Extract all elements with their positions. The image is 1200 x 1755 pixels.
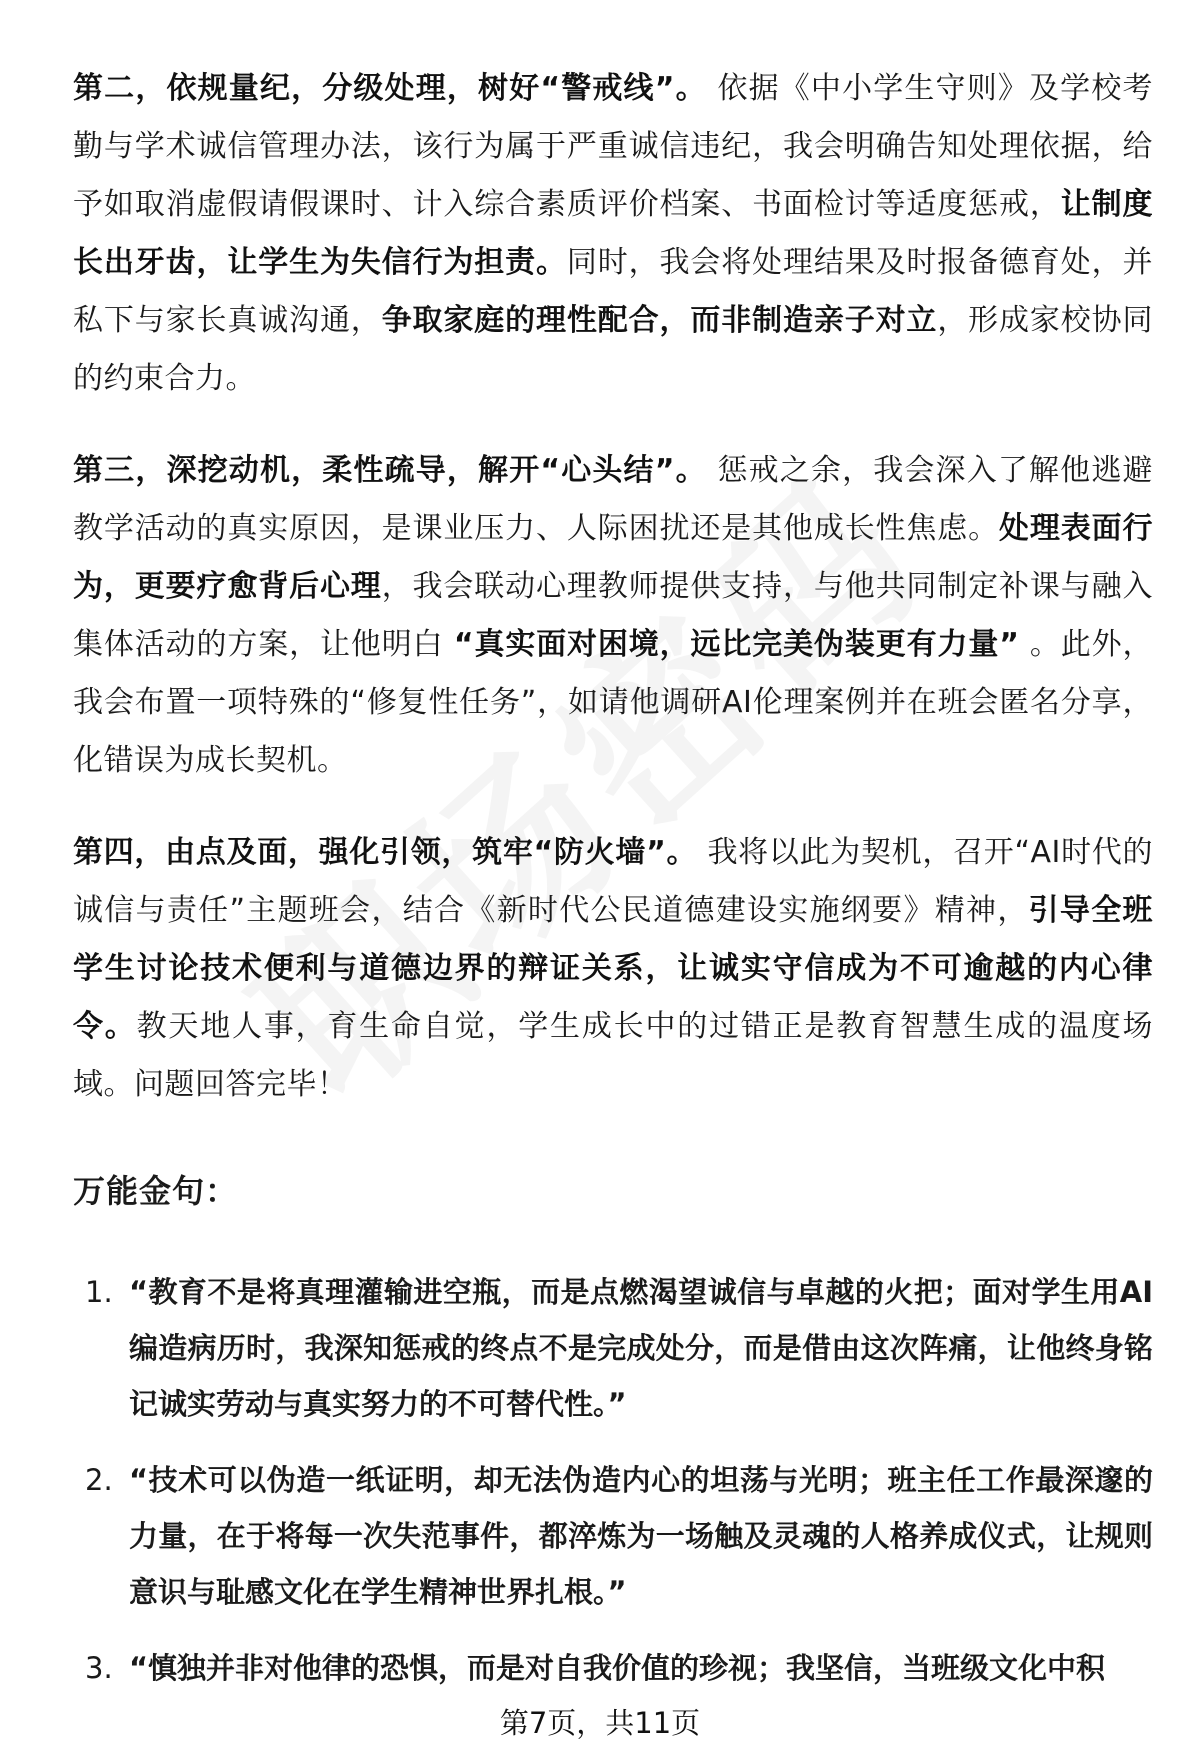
quote-text: “教育不是将真理灌输进空瓶，而是点燃渴望诚信与卓越的火把；面对学生用AI编造病历时，我深知惩戒的终点不是完成处分，而是借由这次阵痛，让他终身铭记诚实劳动与真实努力的不可替代性。” xyxy=(129,1275,1153,1421)
quote-number: 3. xyxy=(85,1651,113,1685)
quote-item xyxy=(73,1452,1153,1620)
text-run: ，我会联动心理教师提供支持，与他共同制定补课与融入集体活动的方案，让他明白 xyxy=(73,569,1154,662)
quote-text: “技术可以伪造一纸证明，却无法伪造内心的坦荡与光明；班主任工作最深邃的力量，在于将每一次失范事件，都淬炼为一场触及灵魂的人格养成仪式，让规则意识与耻感文化在学生精神世界扎根。” xyxy=(129,1463,1153,1609)
section-title: 万能金句： xyxy=(73,1172,239,1210)
text-run: ，形成家校协同的约束合力。 xyxy=(73,303,1154,396)
bold-text-run: 让制度长出牙齿，让学生为失信行为担责。 xyxy=(73,187,1154,280)
bold-text-run: 第二，依规量纪，分级处理，树好“警戒线”。 xyxy=(73,71,707,106)
quote-number: 1. xyxy=(85,1275,113,1309)
bold-text-run: 第三，深挖动机，柔性疏导，解开“心头结”。 xyxy=(73,453,707,488)
quote-number: 2. xyxy=(85,1463,113,1497)
quote-item xyxy=(73,1264,1153,1432)
bold-text-run: 第四，由点及面，强化引领，筑牢“防火墙”。 xyxy=(73,835,698,870)
bold-text-run: 争取家庭的理性配合，而非制造亲子对立 xyxy=(381,303,938,338)
page-footer: 第7页，共11页 xyxy=(0,1698,1200,1748)
text-run: 惩戒之余，我会深入了解他逃避教学活动的真实原因，是课业压力、人际困扰还是其他成长性焦虑。 xyxy=(73,453,1153,546)
paragraph-third-point xyxy=(73,442,1153,790)
text-run: 。此外，我会布置一项特殊的“修复性任务”，如请他调研AI伦理案例并在班会匿名分享，化错误为成长契机。 xyxy=(73,627,1153,778)
bold-text-run: “真实面对困境，远比完美伪装更有力量” xyxy=(453,627,1020,662)
quote-text: “慎独并非对他律的恐惧，而是对自我价值的珍视；我坚信，当班级文化中积 xyxy=(129,1651,1106,1685)
paragraph-fourth-point xyxy=(73,824,1153,1114)
bold-text-run: 处理表面行为，更要疗愈背后心理 xyxy=(73,511,1154,604)
text-run: 教天地人事，育生命自觉，学生成长中的过错正是教育智慧生成的温度场域。问题回答完毕！ xyxy=(73,1009,1154,1102)
text-run: 我将以此为契机，召开“AI时代的诚信与责任”主题班会，结合《新时代公民道德建设实施纲要》精神， xyxy=(73,835,1153,928)
bold-text-run: 引导全班学生讨论技术便利与道德边界的辩证关系，让诚实守信成为不可逾越的内心律令。 xyxy=(73,893,1154,1044)
text-run: 同时，我会将处理结果及时报备德育处，并私下与家长真诚沟通， xyxy=(73,245,1154,338)
text-run: 依据《中小学生守则》及学校考勤与学术诚信管理办法，该行为属于严重诚信违纪，我会明确告知处理依据，给予如取消虚假请假课时、计入综合素质评价档案、书面检讨等适度惩戒， xyxy=(73,71,1153,222)
golden-quotes-list xyxy=(73,1264,1153,1696)
quote-item xyxy=(73,1640,1153,1696)
document-body xyxy=(73,60,1153,1716)
paragraph-second-point xyxy=(73,60,1153,408)
